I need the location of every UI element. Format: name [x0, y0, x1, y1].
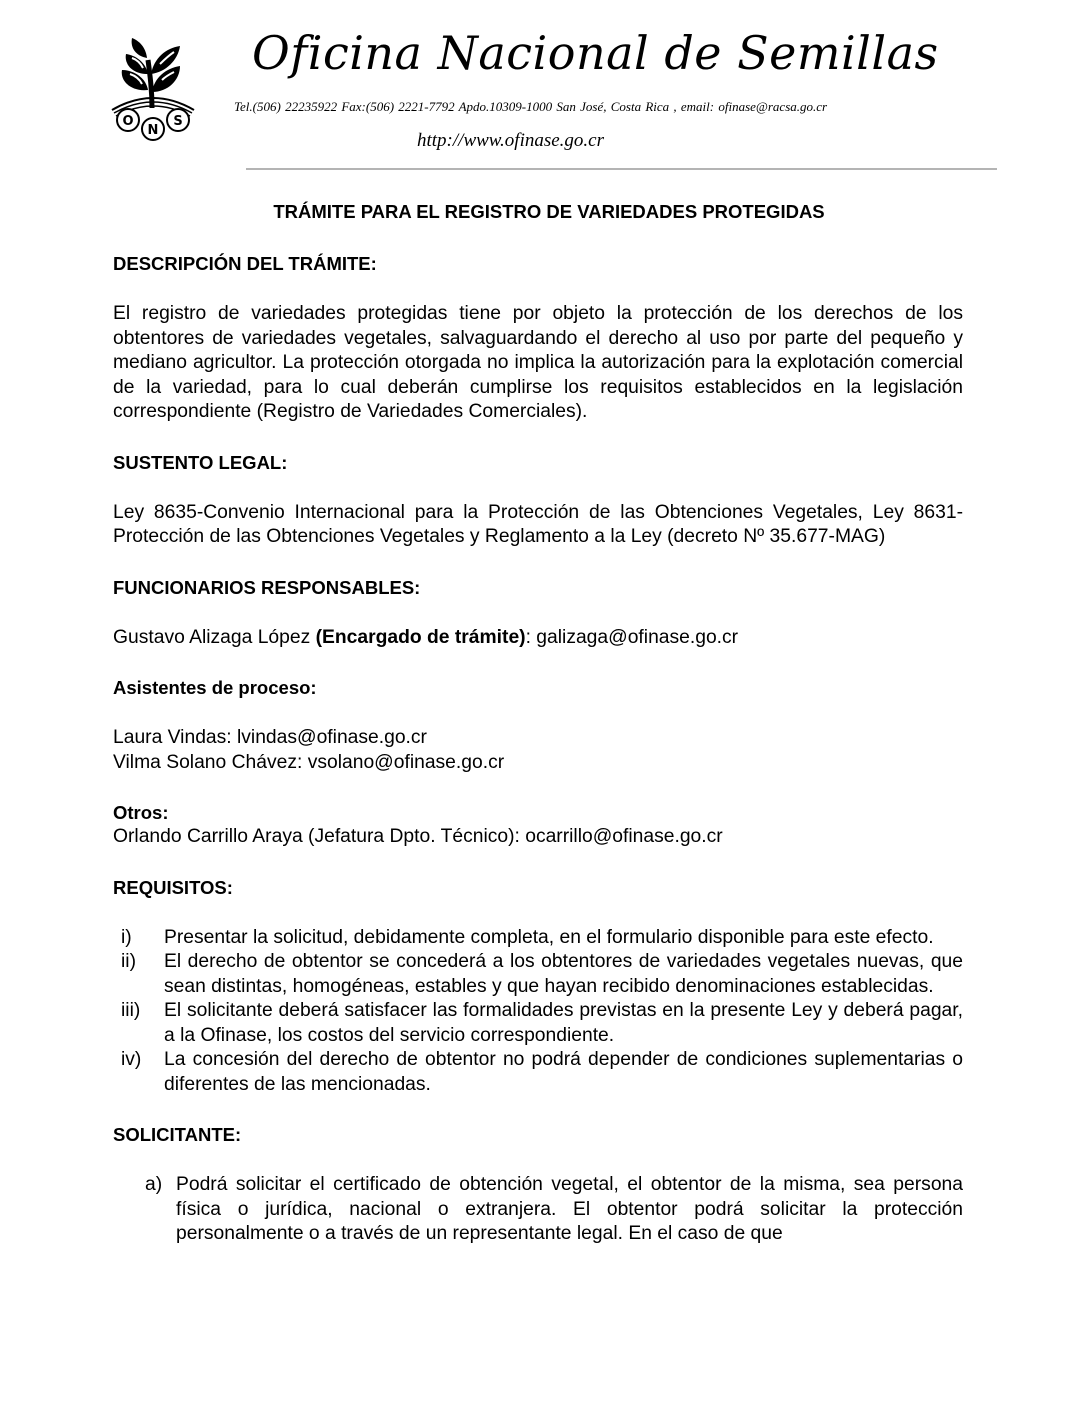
other-contact-entry: Orlando Carrillo Araya (Jefatura Dpto. Técnico): ocarrillo@ofinase.go.cr [113, 826, 723, 847]
logo-letter-n: N [147, 123, 159, 138]
list-item [113, 950, 963, 999]
list-item-text: Presentar la solicitud, debidamente completa, en el formulario disponible para este efecto. [164, 926, 934, 948]
list-marker: iv) [121, 1049, 142, 1070]
section-paragraph: El registro de variedades protegidas tiene por objeto la protección de los derechos de los obtentores de variedades vegetales, salvaguardando el derecho al uso por parte del pequeño y mediano agricultor. La protección otorgada no implica la autorización para la explotación comercial de la variedad, para lo cual deberán cumplirse los requisitos establecidos en la legislación correspondiente (Registro de Variedades Comerciales). [113, 303, 963, 422]
document-title: TRÁMITE PARA EL REGISTRO DE VARIEDADES PROTEGIDAS [273, 201, 825, 222]
section-heading: FUNCIONARIOS RESPONSABLES: [113, 576, 421, 598]
section-paragraph: Ley 8635-Convenio Internacional para la Protección de las Obtenciones Vegetales, Ley 8631-Protección de las Obtenciones Vegetales y Reglamento a la Ley (decreto Nº 35.677-MAG) [113, 501, 963, 547]
list-item [113, 999, 963, 1048]
section-descripcion [113, 252, 963, 425]
list-marker: ii) [121, 951, 136, 972]
list-item-text: El solicitante deberá satisfacer las formalidades previstas en la presente Ley y deberá pagar, a la Ofinase, los costos del servicio correspondiente. [164, 1000, 963, 1046]
subsection-heading-asistentes: Asistentes de proceso: [113, 677, 317, 698]
website-link[interactable]: http://www.ofinase.go.cr [417, 130, 605, 151]
section-solicitante [113, 1123, 963, 1247]
list-item [113, 926, 963, 951]
responsible-official [113, 626, 963, 651]
logo-letter-o: O [122, 114, 134, 129]
requirements-list [113, 926, 963, 1098]
official-role: (Encargado de trámite) [315, 626, 526, 648]
section-funcionarios [113, 576, 963, 850]
section-requisitos [113, 876, 963, 1098]
section-heading: DESCRIPCIÓN DEL TRÁMITE: [113, 253, 377, 274]
section-heading: REQUISITOS: [113, 876, 233, 898]
organization-name: Oficina Nacional de Semillas [252, 26, 939, 80]
assistant-entry: Laura Vindas: lvindas@ofinase.go.cr [113, 727, 427, 748]
list-item [113, 1173, 963, 1247]
list-marker: a) [145, 1174, 163, 1195]
list-item [113, 1048, 963, 1097]
list-marker: iii) [121, 1000, 141, 1021]
official-email[interactable]: : galizaga@ofinase.go.cr [525, 626, 739, 648]
section-heading: SOLICITANTE: [113, 1124, 242, 1145]
header-divider [246, 168, 997, 170]
section-heading: SUSTENTO LEGAL: [113, 451, 288, 473]
list-item-text: La concesión del derecho de obtentor no podrá depender de condiciones suplementarias o diferentes de las mencionadas. [164, 1049, 963, 1095]
applicant-list [113, 1173, 963, 1247]
list-item-text: El derecho de obtentor se concederá a los obtentores de variedades vegetales nuevas, que sean distintas, homogéneas, estables y que hayan recibido denominaciones establecidas. [164, 951, 963, 997]
contact-line: Tel.(506) 22235922 Fax:(506) 2221-7792 Apdo.10309-1000 San José, Costa Rica , email: ofinase@racsa.go.cr [234, 99, 828, 114]
logo-letter-s: S [173, 114, 183, 129]
subsection-heading-otros: Otros: [113, 802, 169, 823]
section-sustento-legal [113, 451, 963, 550]
assistant-entry: Vilma Solano Chávez: vsolano@ofinase.go.cr [113, 751, 505, 773]
official-name: Gustavo Alizaga López [113, 626, 316, 648]
list-marker: i) [121, 926, 132, 948]
list-item-text: Podrá solicitar el certificado de obtención vegetal, el obtentor de la misma, sea persona física o jurídica, nacional o extranjera. El obtentor podrá solicitar la protección personalmente o a través de un representante legal. En el caso de que [176, 1174, 963, 1244]
document-body [113, 200, 963, 1247]
ons-logo-icon [108, 30, 198, 142]
